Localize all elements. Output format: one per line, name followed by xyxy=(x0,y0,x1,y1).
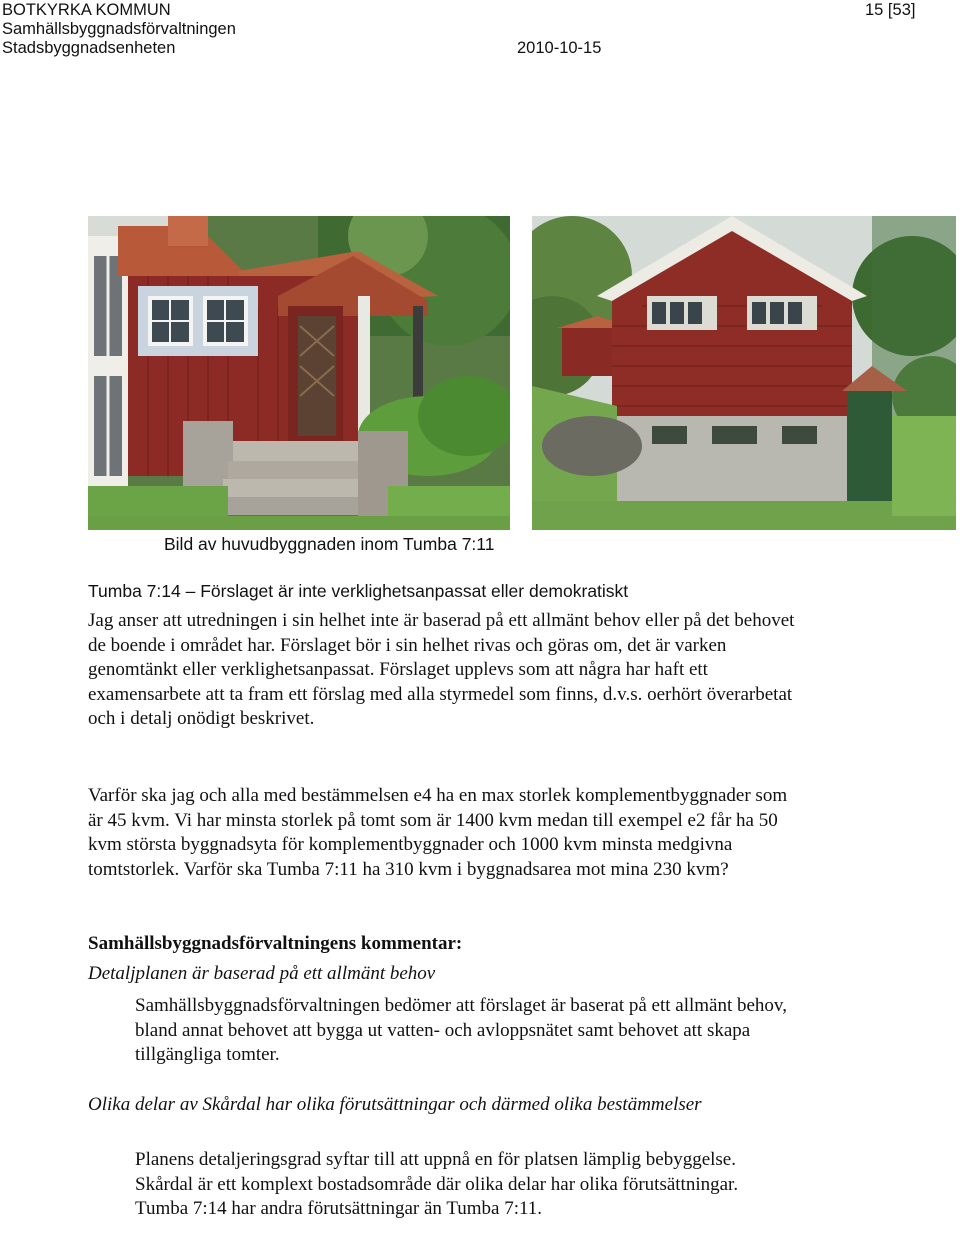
unit-name: Stadsbyggnadsenheten xyxy=(2,39,176,57)
paragraph-1 xyxy=(88,609,808,732)
department-name: Samhällsbyggnadsförvaltningen xyxy=(2,20,236,38)
org-name: BOTKYRKA KOMMUN xyxy=(2,1,171,19)
photo-main-building xyxy=(88,216,510,530)
subsection-1-text: Samhällsbyggnadsförvaltningen bedömer att förslaget är baserat på ett allmänt behov, bland annat behovet att bygga ut vatten- och avloppsnätet samt behovet att skapa tillgängliga tomter. xyxy=(135,995,787,1066)
subsection-1-title: Detaljplanen är baserad på ett allmänt behov xyxy=(88,963,436,984)
document-date: 2010-10-15 xyxy=(517,39,602,57)
paragraph-2-text: Varför ska jag och alla med bestämmelsen e4 ha en max storlek komplementbyggnader som är 45 kvm. Vi har minsta storlek på tomt som är 1400 kvm medan till exempel e2 får ha 50 kvm största byggnadsyta för komplementbyggnader och 1000 kvm minsta medgivna tomtstorlek. Varför ska Tumba 7:11 ha 310 kvm i byggnadsarea mot mina 230 kvm? xyxy=(88,785,788,880)
subsection-2-text: Planens detaljeringsgrad syftar till att uppnå en för platsen lämplig bebyggelse. Skårdal är ett komplext bostadsområde där olika delar har olika förutsättningar. Tumba 7:14 har andra förutsättningar än Tumba 7:11. xyxy=(135,1149,739,1220)
subsection-2-title: Olika delar av Skårdal har olika förutsättningar och därmed olika bestämmelser xyxy=(88,1094,702,1115)
comment-heading: Samhällsbyggnadsförvaltningens kommentar: xyxy=(88,933,463,954)
photo-second-building xyxy=(532,216,956,530)
paragraph-2 xyxy=(88,784,788,882)
section-title: Tumba 7:14 – Förslaget är inte verklighetsanpassat eller demokratiskt xyxy=(88,581,629,601)
photo-caption: Bild av huvudbyggnaden inom Tumba 7:11 xyxy=(164,534,495,554)
paragraph-1-text: Jag anser att utredningen i sin helhet inte är baserad på ett allmänt behov eller på det behovet de boende i området har. Förslaget bör i sin helhet rivas och göras om, det är varken genomtänkt eller verklighetsanpassat. Förslaget upplevs som att några har haft ett examensarbete att ta fram ett förslag med alla styrmedel som finns, d.v.s. oerhört överarbetat och i detalj onödigt beskrivet. xyxy=(88,610,795,730)
page-number: 15 [53] xyxy=(865,1,916,19)
